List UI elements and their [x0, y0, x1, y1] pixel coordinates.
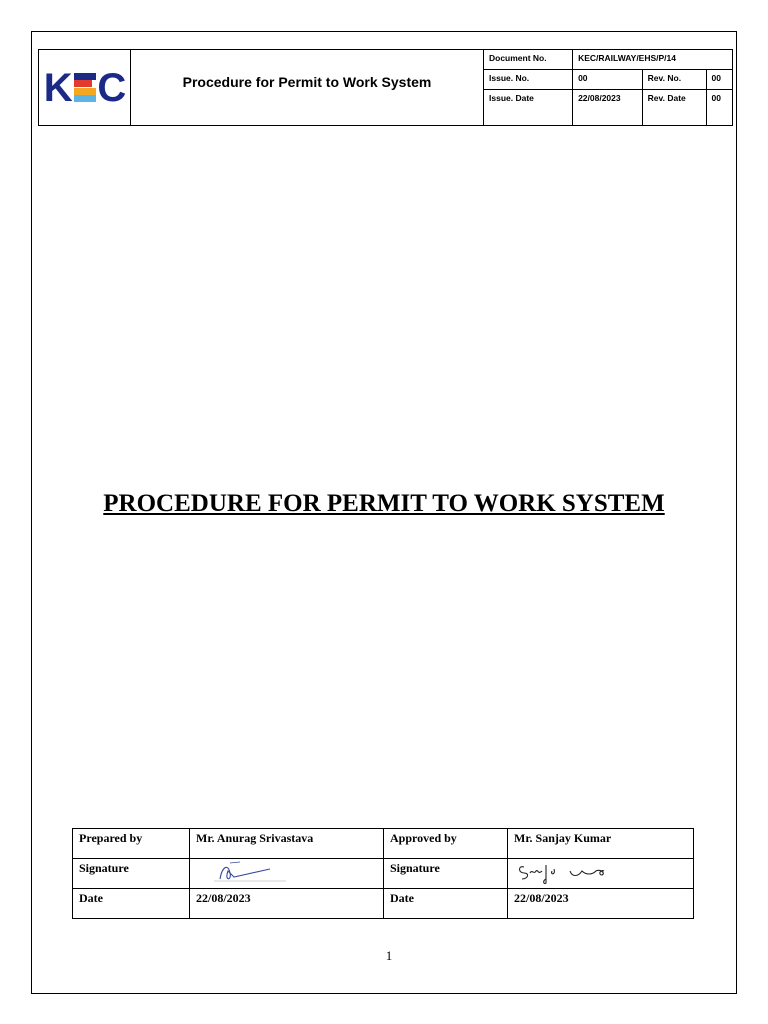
approved-date-label: Date — [384, 889, 508, 919]
issue-date-label: Issue. Date — [484, 89, 573, 125]
main-title: PROCEDURE FOR PERMIT TO WORK SYSTEM — [103, 490, 665, 517]
prepared-by-name: Mr. Anurag Srivastava — [190, 829, 384, 859]
approved-signature — [508, 859, 694, 889]
approved-by-name: Mr. Sanjay Kumar — [508, 829, 694, 859]
prepared-date: 22/08/2023 — [190, 889, 384, 919]
header-title: Procedure for Permit to Work System — [131, 50, 484, 125]
rev-date-value: 00 — [706, 89, 732, 125]
prepared-by-label: Prepared by — [73, 829, 190, 859]
approved-date: 22/08/2023 — [508, 889, 694, 919]
approval-table — [72, 828, 694, 919]
document-no-label: Document No. — [484, 50, 573, 69]
rev-date-label: Rev. Date — [642, 89, 706, 125]
prepared-signature — [190, 859, 384, 889]
approved-signature-label: Signature — [384, 859, 508, 889]
prepared-date-label: Date — [73, 889, 190, 919]
document-header — [38, 49, 733, 126]
prepared-signature-image — [210, 859, 290, 883]
rev-no-label: Rev. No. — [642, 69, 706, 89]
approved-by-label: Approved by — [384, 829, 508, 859]
issue-date-value: 22/08/2023 — [573, 89, 643, 125]
document-no-value: KEC/RAILWAY/EHS/P/14 — [573, 50, 732, 69]
kec-logo: K C — [43, 65, 126, 110]
document-meta-table — [484, 50, 732, 125]
logo-cell — [39, 50, 131, 125]
prepared-signature-label: Signature — [73, 859, 190, 889]
issue-no-value: 00 — [573, 69, 643, 89]
issue-no-label: Issue. No. — [484, 69, 573, 89]
approved-signature-image — [516, 859, 626, 885]
page-number: 1 — [385, 948, 393, 963]
rev-no-value: 00 — [706, 69, 732, 89]
